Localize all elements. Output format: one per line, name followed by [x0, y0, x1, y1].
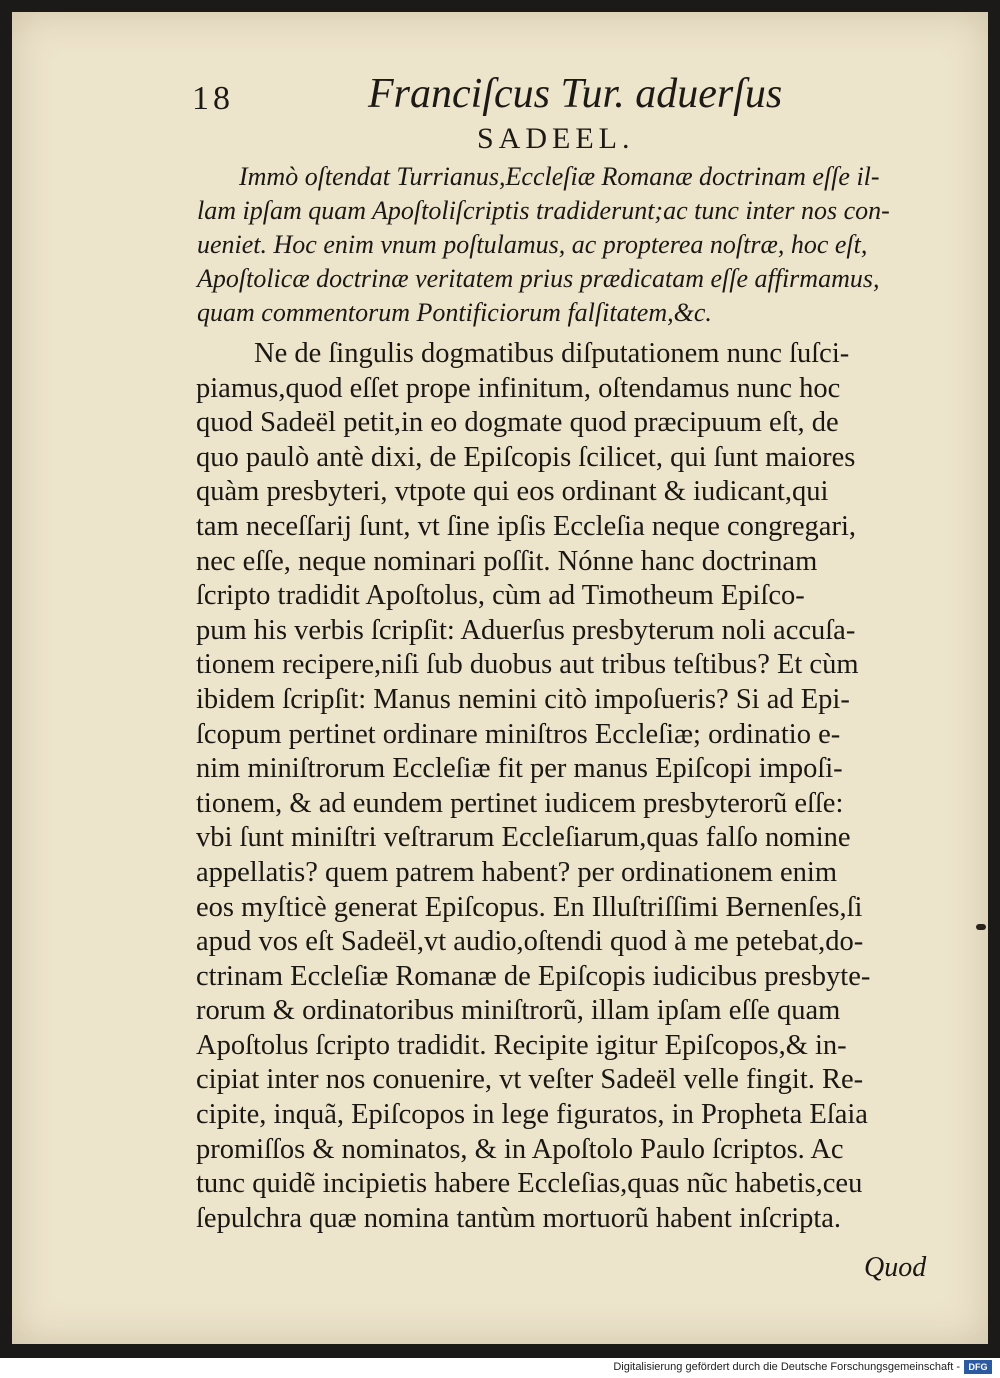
body-line: cipiat inter nos conuenire, vt veſter Sadeël velle fingit. Re- [196, 1064, 864, 1096]
body-line: nec eſſe, neque nominari poſſit. Nónne hanc doctrinam [196, 545, 818, 577]
body-line: ibidem ſcripſit: Manus nemini citò impoſueris? Si ad Epi- [196, 683, 850, 715]
digitization-footer [0, 1358, 1000, 1378]
body-line: rorum & ordinatoribus miniſtrorũ, illam ipſam eſſe quam [196, 995, 841, 1027]
quote-line: lam ipſam quam Apoſtoliſcriptis tradiderunt;ac tunc inter nos con- [197, 196, 890, 225]
body-line: eos myſticè generat Epiſcopus. En Illuſtriſſimi Bernenſes,ſi [196, 891, 863, 923]
page-edge-mark [976, 924, 986, 930]
italic-quote-block [197, 160, 942, 330]
body-line: Apoſtolus ſcripto tradidit. Recipite igitur Epiſcopos,& in- [196, 1029, 847, 1061]
body-line: tunc quidẽ incipietis habere Eccleſias,quas nũc habetis,ceu [196, 1168, 863, 1200]
body-line: ſcopum pertinet ordinare miniſtros Eccleſiæ; ordinatio e- [196, 718, 841, 750]
running-title: Franciſcus Tur. aduerſus [368, 71, 783, 117]
quote-line: Immò oſtendat Turrianus,Eccleſiæ Romanæ doctrinam eſſe il- [239, 162, 880, 191]
body-line: pum his verbis ſcripſit: Aduerſus presbyterum noli accuſa- [196, 614, 856, 646]
body-line: tionem, & ad eundem pertinet iudicem presbyterorũ eſſe: [196, 787, 844, 819]
section-title: SADEEL. [477, 122, 635, 155]
body-line: Ne de ſingulis dogmatibus diſputationem nunc ſuſci- [254, 338, 850, 369]
body-paragraph [196, 337, 941, 1236]
body-line: apud vos eſt Sadeël,vt audio,oſtendi quod à me petebat,do- [196, 926, 864, 958]
quote-line: ueniet. Hoc enim vnum poſtulamus, ac propterea noſtræ, hoc eſt, [197, 230, 868, 259]
body-line: cipite, inquã, Epiſcopos in lege figuratos, in Propheta Eſaia [196, 1099, 868, 1131]
body-line: quod Sadeël petit,in eo dogmate quod præcipuum eſt, de [196, 407, 839, 439]
page-number: 18 [192, 80, 234, 117]
body-line: vbi ſunt miniſtri veſtrarum Eccleſiarum,quas falſo nomine [196, 822, 851, 854]
quote-line: quam commentorum Pontificiorum falſitatem,&c. [197, 298, 712, 327]
body-line: quàm presbyteri, vtpote qui eos ordinant & iudicant,qui [196, 476, 829, 508]
body-line: tam neceſſarij ſunt, vt ſine ipſis Eccleſia neque congregari, [196, 510, 856, 542]
body-line: quo paulò antè dixi, de Epiſcopis ſcilicet, qui ſunt maiores [196, 441, 856, 473]
body-line: nim miniſtrorum Eccleſiæ fit per manus Epiſcopi impoſi- [196, 753, 843, 785]
body-line: promiſſos & nominatos, & in Apoſtolo Paulo ſcriptos. Ac [196, 1133, 844, 1165]
body-line: ſepulchra quæ nomina tantùm mortuorũ habent inſcripta. [196, 1202, 842, 1234]
dfg-logo-icon: DFG [964, 1360, 992, 1374]
body-line: ſcripto tradidit Apoſtolus, cùm ad Timotheum Epiſco- [196, 580, 805, 612]
body-line: appellatis? quem patrem habent? per ordinationem enim [196, 856, 838, 888]
quote-line: Apoſtolicæ doctrinæ veritatem prius prædicatam eſſe affirmamus, [197, 264, 880, 293]
body-line: ctrinam Eccleſiæ Romanæ de Epiſcopis iudicibus presbyte- [196, 960, 871, 992]
footer-credit: Digitalisierung gefördert durch die Deutsche Forschungsgemeinschaft - [613, 1361, 960, 1373]
catchword: Quod [864, 1252, 927, 1283]
book-page [12, 12, 988, 1344]
body-line: tionem recipere,niſi ſub duobus aut tribus teſtibus? Et cùm [196, 649, 859, 681]
body-line: piamus,quod eſſet prope infinitum, oſtendamus nunc hoc [196, 372, 841, 404]
